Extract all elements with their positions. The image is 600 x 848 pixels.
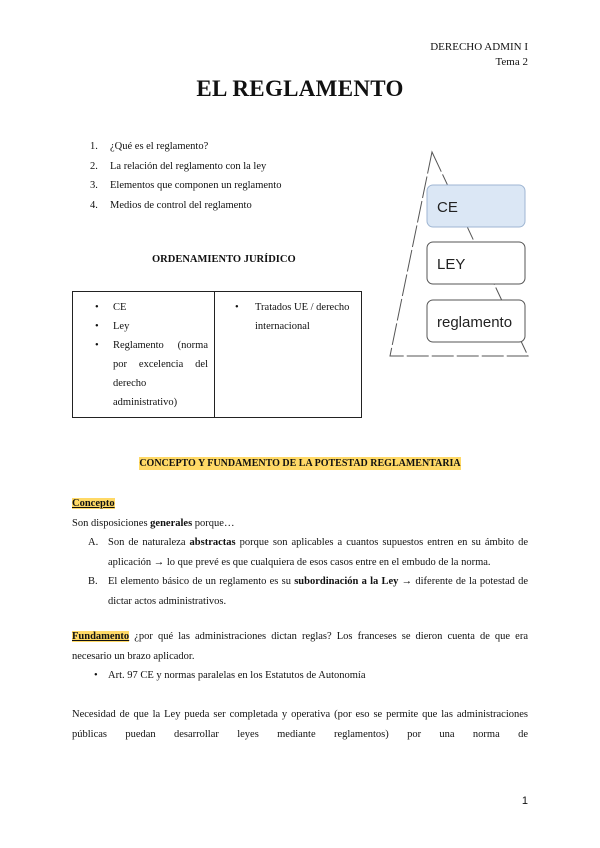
- list-item: • Art. 97 CE y normas paralelas en los Estatutos de Autonomía: [72, 666, 528, 685]
- list-item: 1. ¿Qué es el reglamento?: [90, 141, 209, 152]
- closing-paragraph: Necesidad de que la Ley pueda ser completada y operativa (por eso se permite que las administraciones públicas puedan desarrollar leyes mediante reglamentos) por una norma de: [72, 709, 528, 740]
- list-item: B. El elemento básico de un reglamento es su subordinación a la Ley → diferente de la potestad de dictar actos administrativos.: [88, 576, 528, 607]
- level-label-ley: LEY: [437, 256, 466, 273]
- ordenamiento-table: [72, 291, 362, 418]
- list-item: 4. Medios de control del reglamento: [90, 199, 252, 211]
- header-topic: Tema 2: [495, 56, 528, 68]
- list-item: 2. La relación del reglamento con la ley: [90, 160, 267, 172]
- page-number: 1: [521, 795, 528, 807]
- topic-list: [90, 137, 281, 215]
- concepto-intro: Son disposiciones generales porque…: [72, 517, 235, 529]
- list-item: 3. Elementos que componen un reglamento: [90, 180, 282, 191]
- header-course: DERECHO ADMIN I: [430, 41, 528, 53]
- list-item: A. Son de naturaleza abstractas porque son aplicables a cuantos supuestos entren en su ámbito de aplicación → lo que prevé es que cualquiera de esos casos entre en el embudo de la norma.: [88, 537, 528, 568]
- table-column-external: [215, 292, 361, 417]
- page-title: EL REGLAMENTO: [196, 76, 404, 101]
- level-label-reglamento: reglamento: [437, 314, 513, 331]
- section-heading: CONCEPTO Y FUNDAMENTO DE LA POTESTAD REGLAMENTARIA: [139, 458, 461, 469]
- level-label-ce: CE: [437, 199, 458, 216]
- table-column-internal: [73, 292, 215, 417]
- concepto-block: [72, 494, 528, 611]
- list-item: • Ley: [73, 317, 214, 336]
- concepto-list: [72, 533, 528, 611]
- fundamento-block: [72, 627, 528, 685]
- list-item: • Reglamento (norma por excelencia del derecho administrativo): [73, 336, 214, 412]
- fundamento-label: Fundamento: [72, 631, 130, 642]
- list-item: • Tratados UE / derecho internacional: [215, 298, 357, 336]
- header: [430, 40, 528, 70]
- list-item: • CE: [73, 298, 214, 317]
- ordenamiento-heading: ORDENAMIENTO JURÍDICO: [152, 254, 296, 265]
- fundamento-list: [72, 666, 528, 685]
- fundamento-text: Fundamento ¿por qué las administraciones dictan reglas? Los franceses se dieron cuenta de que era necesario un brazo aplicador.: [72, 631, 528, 662]
- hierarchy-diagram: [380, 150, 530, 360]
- concepto-label: Concepto: [72, 498, 115, 509]
